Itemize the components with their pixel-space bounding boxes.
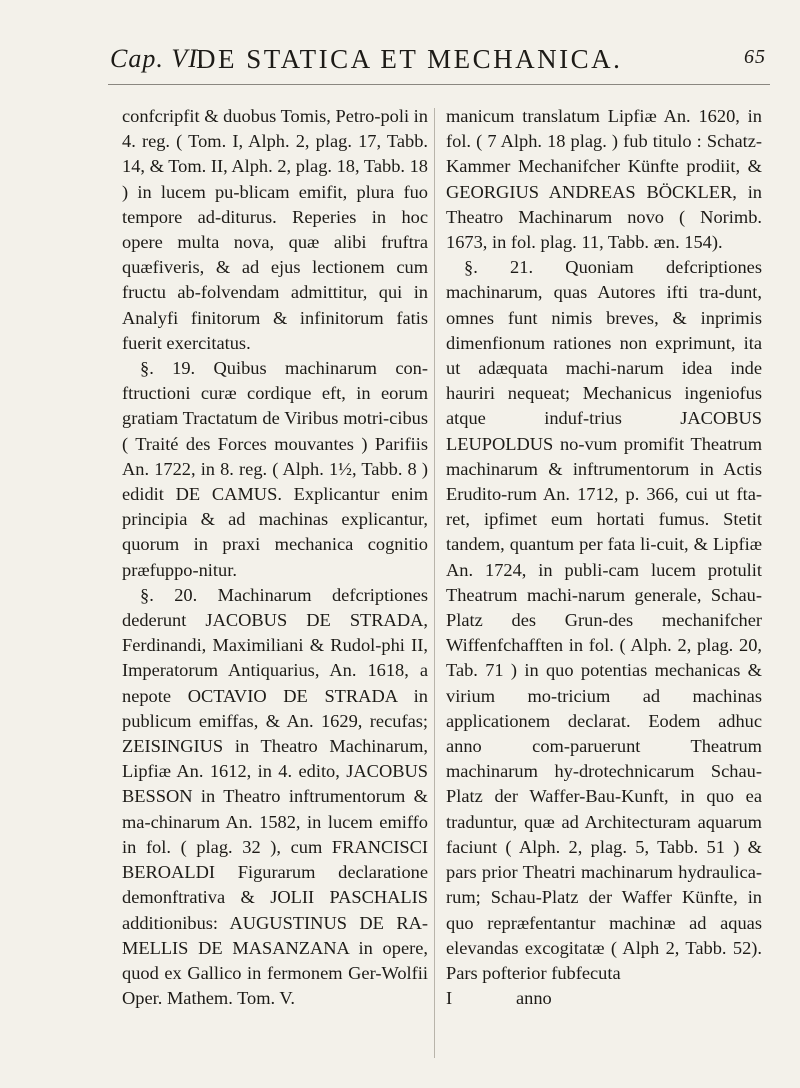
right-column	[446, 104, 762, 1011]
paragraph: confcripfit & duobus Tomis, Petro-poli in 4. reg. ( Tom. I, Alph. 2, plag. 17, Tabb. 14, & Tom. II, Alph. 2, plag. 18, Tabb. 18 ) in lucem pu-blicam emifit, plura fuo tempore ad-diturus. Reperies in hoc opere multa nova, quæ alibi fruftra quæfiveris, & ad ejus lectionem cum fructu ab-folvendam admittitur, qui in Analyfi finitorum & infinitorum fatis fuerit exercitatus.	[122, 106, 428, 353]
left-column	[122, 104, 428, 1011]
running-header	[110, 44, 766, 80]
catchword-line	[446, 986, 762, 1011]
paragraph-section-21: §. 21. Quoniam defcriptiones machinarum, quas Autores ifti tra-dunt, omnes funt nimis breves, & inprimis dimenfionum rationes non exprimunt, ita ut adæquata machi-narum idea inde hauriri nequeat; Mechanicus ingeniofus atque induf-trius JACOBUS LEUPOLDUS no-vum promifit Theatrum machinarum & inftrumentorum in Actis Erudito-rum An. 1712, p. 366, cui ut fta-ret, ipfimet eum hortati fumus. Stetit tandem, quantum per fata li-cuit, & Lipfiæ An. 1724, in publi-cam lucem protulit Theatrum machi-narum generale, Schau-Platz des Grun-des mechanifcher Wiffenfchafften in fol. ( Alph. 2, plag. 20, Tab. 71 ) in quo potentias mechanicas & virium mo-tricium ad machinas applicationem declarat. Eodem adhuc anno com-paruerunt Theatrum machinarum hy-drotechnicarum Schau-Platz der Waffer-Bau-Kunft, in quo ea traduntur, quæ ad Architecturam aquarum faciunt ( Alph. 2, plag. 5, Tabb. 51 ) & pars prior Theatri machinarum hydraulica-rum; Schau-Platz der Waffer Künfte, in quo repræfentantur machinæ ad aquas elevandas excogitatæ ( Alph 2, Tabb. 52). Pars pofterior fubfecuta	[446, 257, 762, 983]
column-divider	[434, 108, 435, 1058]
catchword: anno	[516, 988, 552, 1009]
page-number: 65	[744, 46, 766, 68]
signature-mark: I	[446, 988, 453, 1009]
header-title: DE STATICA ET MECHANICA.	[196, 44, 623, 74]
header-rule	[108, 84, 770, 85]
paragraph: manicum translatum Lipfiæ An. 1620, in fol. ( 7 Alph. 18 plag. ) fub titulo : Schatz-Kammer Mechanifcher Künfte prodiit, & GEORGIUS ANDREAS BÖCKLER, in Theatro Machinarum novo ( Norimb. 1673, in fol. plag. 11, Tabb. æn. 154).	[446, 106, 762, 253]
paragraph-section-19: §. 19. Quibus machinarum con-ftructioni curæ cordique eft, in eorum gratiam Tractatum de Viribus motri-cibus ( Traité des Forces mouvantes ) Parifiis An. 1722, in 8. reg. ( Alph. 1½, Tabb. 8 ) edidit DE CAMUS. Explicantur enim principia & ad machinas explicantur, quorum in praxi mechanica cognitio præfuppo-nitur.	[122, 358, 428, 580]
paragraph-section-20: §. 20. Machinarum defcriptiones dederunt JACOBUS DE STRADA, Ferdinandi, Maximiliani & Rudol-phi II, Imperatorum Antiquarius, An. 1618, a nepote OCTAVIO DE STRADA in publicum emiffas, & An. 1629, recufas; ZEISINGIUS in Theatro Machinarum, Lipfiæ An. 1612, in 4. edito, JACOBUS BESSON in Theatro inftrumentorum & ma-chinarum An. 1582, in lucem emiffo in fol. ( plag. 32 ), cum FRANCISCI BEROALDI Figurarum declaratione demonftrativa & JOLII PASCHALIS additionibus: AUGUSTINUS DE RA-MELLIS DE MASANZANA in opere, quod ex Gallico in fermonem Ger-Wolfii Oper. Mathem. Tom. V.	[122, 584, 428, 1009]
chapter-label: Cap. VI.	[110, 44, 206, 73]
